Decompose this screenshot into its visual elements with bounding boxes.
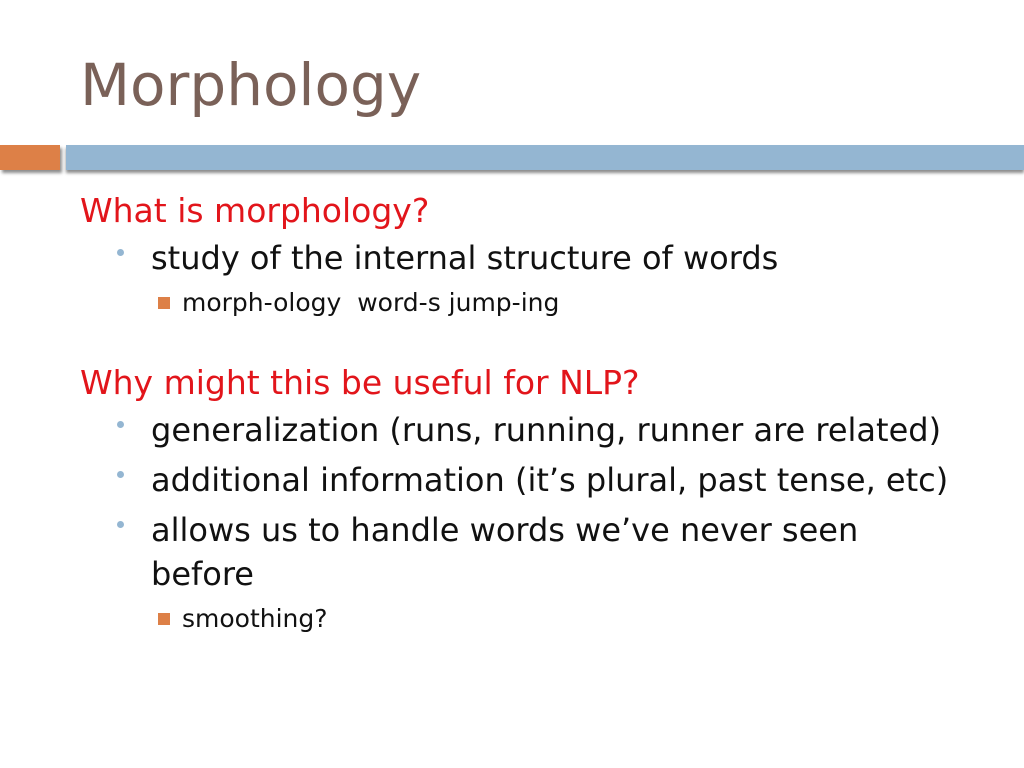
bullet-dot-icon: [117, 471, 124, 478]
bullet-text: allows us to handle words we’ve never seen before: [151, 511, 859, 593]
bullet-item: [151, 408, 951, 452]
divider-orange-segment: [0, 145, 60, 170]
bullet-text: generalization (runs, running, runner are related): [151, 411, 942, 449]
section-heading-what-is-morphology: What is morphology?: [80, 191, 430, 230]
bullet-dot-icon: [117, 521, 124, 528]
sub-bullet-text: morph-ology word-s jump-ing: [182, 288, 560, 317]
sub-bullet-item: [182, 602, 960, 636]
divider-blue-segment: [66, 145, 1024, 170]
bullet-item: [151, 508, 951, 596]
bullet-text: study of the internal structure of words: [151, 239, 779, 277]
bullet-item: [151, 236, 951, 280]
sub-bullet-item: [182, 286, 960, 320]
title-divider-bar: [0, 143, 1024, 179]
bullet-dot-icon: [117, 421, 124, 428]
slide-content: [80, 186, 960, 640]
bullet-dot-icon: [117, 249, 124, 256]
bullet-item: [151, 458, 951, 502]
slide-title: Morphology: [80, 51, 422, 119]
square-bullet-icon: [158, 297, 170, 309]
section-heading-why-useful: Why might this be useful for NLP?: [80, 363, 640, 402]
sub-bullet-text: smoothing?: [182, 604, 328, 633]
square-bullet-icon: [158, 613, 170, 625]
bullet-text: additional information (it’s plural, past tense, etc): [151, 461, 949, 499]
